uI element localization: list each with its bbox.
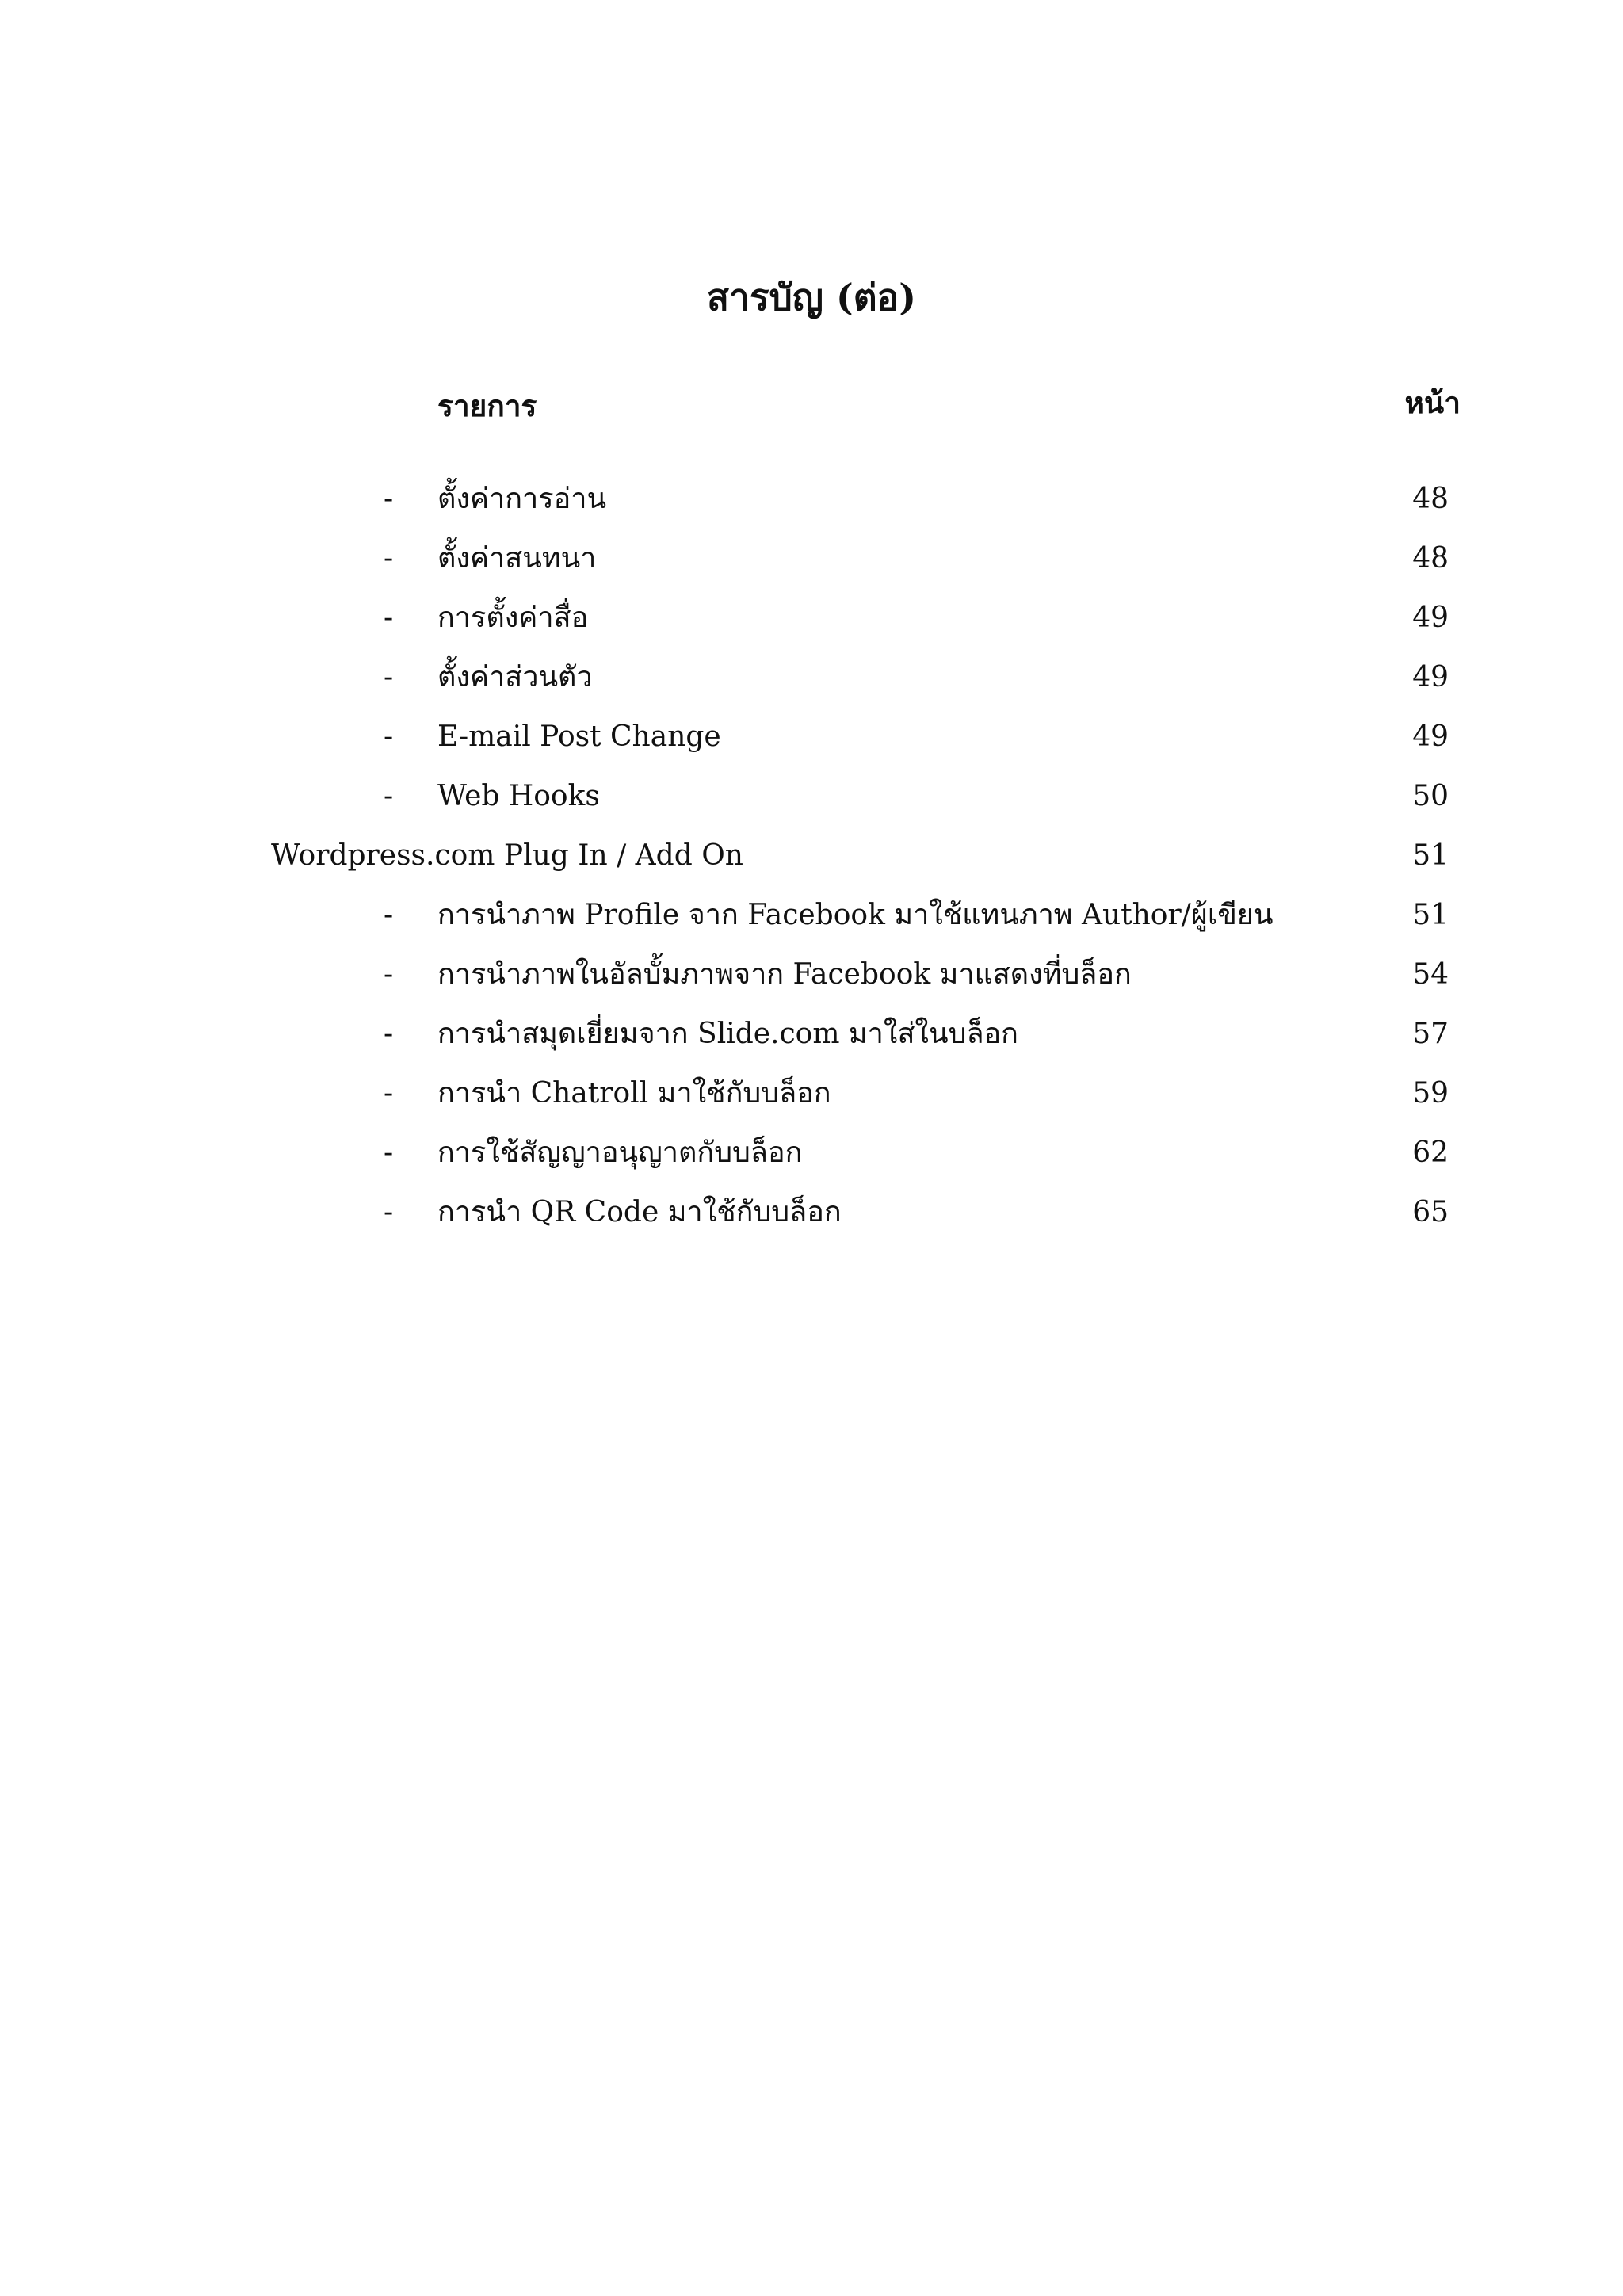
toc-bullet: -: [384, 1018, 394, 1050]
toc-entry-page: 49: [1412, 602, 1449, 634]
toc-entry-label: Web Hooks: [437, 780, 600, 812]
toc-entry-page: 49: [1412, 720, 1449, 753]
toc-bullet: -: [384, 720, 394, 753]
toc-entry-page: 50: [1412, 780, 1449, 812]
toc-entry-page: 54: [1412, 958, 1449, 991]
page-title: สารบัญ (ต่อ): [706, 276, 917, 319]
toc-entry-label: ตั้งค่าส่วนตัว: [437, 661, 593, 693]
toc-entry: [0, 716, 1623, 764]
toc-bullet: -: [384, 661, 394, 693]
toc-entry: [0, 538, 1623, 586]
toc-entry-page: 62: [1412, 1137, 1449, 1169]
toc-entry-label: การนำภาพในอัลบั้มภาพจาก Facebook มาแสดงที่บล็อก: [437, 958, 1132, 991]
toc-entry-label: การนำ QR Code มาใช้กับบล็อก: [437, 1196, 842, 1228]
toc-entry: [0, 776, 1623, 823]
toc-entry: [0, 598, 1623, 645]
toc-entry: [0, 657, 1623, 705]
toc-bullet: -: [384, 958, 394, 991]
toc-entry-label: ตั้งค่าการอ่าน: [437, 483, 607, 515]
toc-entry-label: การนำสมุดเยี่ยมจาก Slide.com มาใส่ในบล็อก: [437, 1018, 1018, 1050]
toc-entry: [0, 479, 1623, 526]
toc-entry: [0, 1073, 1623, 1121]
toc-entry-page: 59: [1412, 1077, 1449, 1110]
toc-entry-label: การนำ Chatroll มาใช้กับบล็อก: [437, 1077, 831, 1110]
toc-entry-label: การตั้งค่าสื่อ: [437, 602, 589, 634]
toc-bullet: -: [384, 483, 394, 515]
toc-entry-page: 48: [1412, 483, 1449, 515]
toc-entry: [0, 895, 1623, 942]
toc-entry-page: 51: [1412, 839, 1449, 872]
toc-section-label: Wordpress.com Plug In / Add On: [271, 839, 743, 872]
toc-bullet: -: [384, 1196, 394, 1228]
toc-entry-label: การนำภาพ Profile จาก Facebook มาใช้แทนภาพ Author/ผู้เขียน: [437, 899, 1274, 931]
toc-bullet: -: [384, 1137, 394, 1169]
toc-entry-page: 49: [1412, 661, 1449, 693]
toc-section-entry: [0, 835, 1623, 883]
toc-bullet: -: [384, 780, 394, 812]
toc-entry-label: E-mail Post Change: [437, 720, 721, 753]
page-column-header: หน้า: [1404, 385, 1461, 420]
toc-entry-page: 65: [1412, 1196, 1449, 1228]
toc-entry: [0, 1014, 1623, 1061]
toc-entry: [0, 1192, 1623, 1240]
toc-bullet: -: [384, 1077, 394, 1110]
toc-bullet: -: [384, 899, 394, 931]
toc-entry-label: การใช้สัญญาอนุญาตกับบล็อก: [437, 1137, 803, 1169]
toc-entry: [0, 954, 1623, 1002]
toc-entry-page: 51: [1412, 899, 1449, 931]
toc-entry: [0, 1133, 1623, 1180]
toc-bullet: -: [384, 542, 394, 575]
toc-entry-page: 57: [1412, 1018, 1449, 1050]
toc-entry-page: 48: [1412, 542, 1449, 575]
toc-bullet: -: [384, 602, 394, 634]
toc-entry-label: ตั้งค่าสนทนา: [437, 542, 597, 575]
item-column-header: รายการ: [437, 388, 537, 423]
